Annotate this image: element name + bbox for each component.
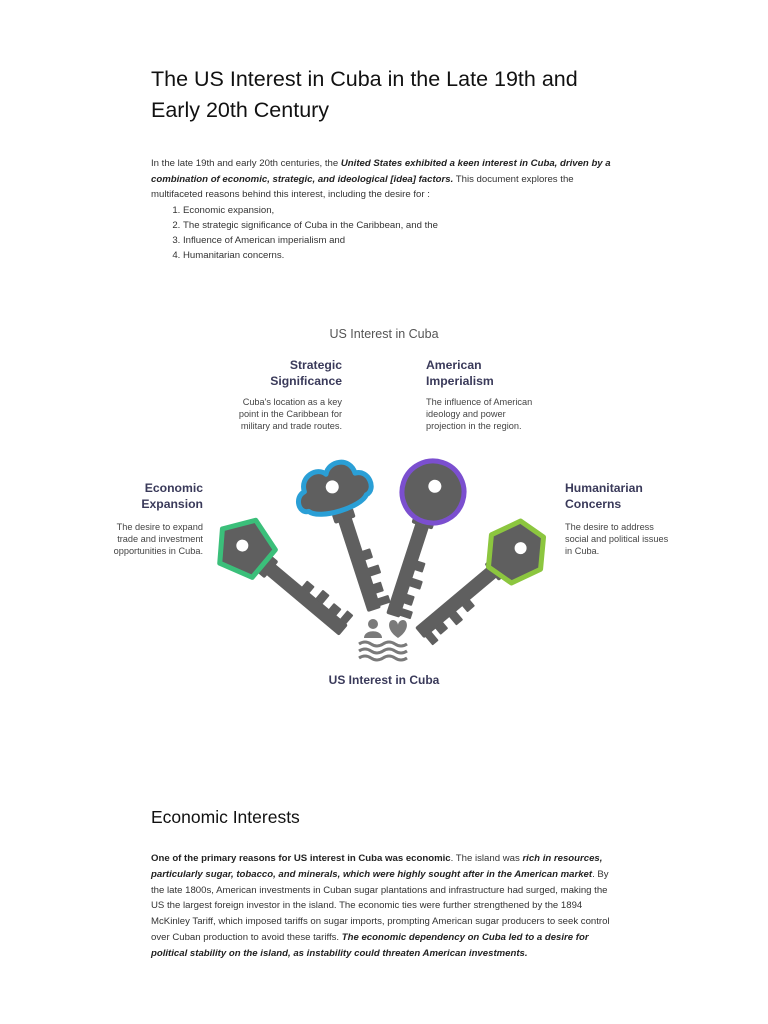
economic-expansion-title: Economic Expansion	[141, 481, 203, 511]
intro-tail: This document explores the multifaceted reasons behind this interest, including the desire for :	[151, 173, 574, 201]
humanitarian-concerns-title: Humanitarian Concerns	[565, 481, 643, 511]
list-item: 4. Humanitarian concerns.	[183, 248, 626, 263]
people-heart-waves-icon	[359, 619, 407, 660]
intro-paragraph	[151, 156, 626, 264]
key-shaft	[382, 513, 442, 621]
econ-text: . The island was	[450, 853, 523, 864]
reasons-list	[151, 203, 626, 264]
economic-paragraph	[151, 851, 621, 962]
key-shaft	[257, 550, 355, 639]
diagram-bottom-label: US Interest in Cuba	[328, 673, 440, 687]
econ-emphasis: rich in resources, particularly sugar, tobacco, and minerals, which were highly sought after in the American market	[151, 853, 603, 880]
economic-expansion-desc: The desire to expand trade and investment opportunities in Cuba.	[113, 522, 203, 556]
keys-illustration	[0, 320, 768, 700]
diagram-title: US Interest in Cuba	[329, 327, 439, 341]
strategic-significance-desc: Cuba's location as a key point in the Caribbean for military and trade routes.	[238, 397, 342, 431]
intro-emphasis: United States exhibited a keen interest in Cuba, driven by a combination of economic, strategic, and ideological [idea] factors.	[151, 158, 611, 185]
econ-bold-lead: One of the primary reasons for US interest in Cuba was economic	[151, 853, 451, 864]
economic-key-icon	[204, 507, 361, 651]
strategic-significance-title: Strategic Significance	[270, 358, 342, 388]
american-imperialism-title: American Imperialism	[426, 358, 494, 388]
keys-diagram	[0, 320, 768, 700]
section-title-economic: Economic Interests	[151, 807, 300, 827]
econ-text: . By the late 1800s, American investments in Cuban sugar plantations and infrastructure had surged, making the US the largest foreign investor in the island. The economic ties were further strengthened by the 1894 McKinley Tariff, which imposed tariffs on sugar imports, prompting American sugar producers to seek control over Cuban production to avoid these tariffs.	[151, 868, 610, 943]
intro-lead: In the late 19th and early 20th centuries, the	[151, 158, 341, 169]
key-shaft	[332, 505, 392, 613]
american-imperialism-desc: The influence of American ideology and power projection in the region.	[426, 397, 533, 431]
list-item: 2. The strategic significance of Cuba in the Caribbean, and the	[183, 218, 626, 233]
list-item: 3. Influence of American imperialism and	[183, 233, 626, 248]
page-title: The US Interest in Cuba in the Late 19th and Early 20th Century	[151, 67, 578, 122]
econ-emphasis-closing: The economic dependency on Cuba led to a desire for political stability on the island, as instability could threaten American investments.	[151, 931, 589, 959]
list-item: 1. Economic expansion,	[183, 203, 626, 218]
humanitarian-concerns-desc: The desire to address social and political issues in Cuba.	[565, 522, 669, 556]
